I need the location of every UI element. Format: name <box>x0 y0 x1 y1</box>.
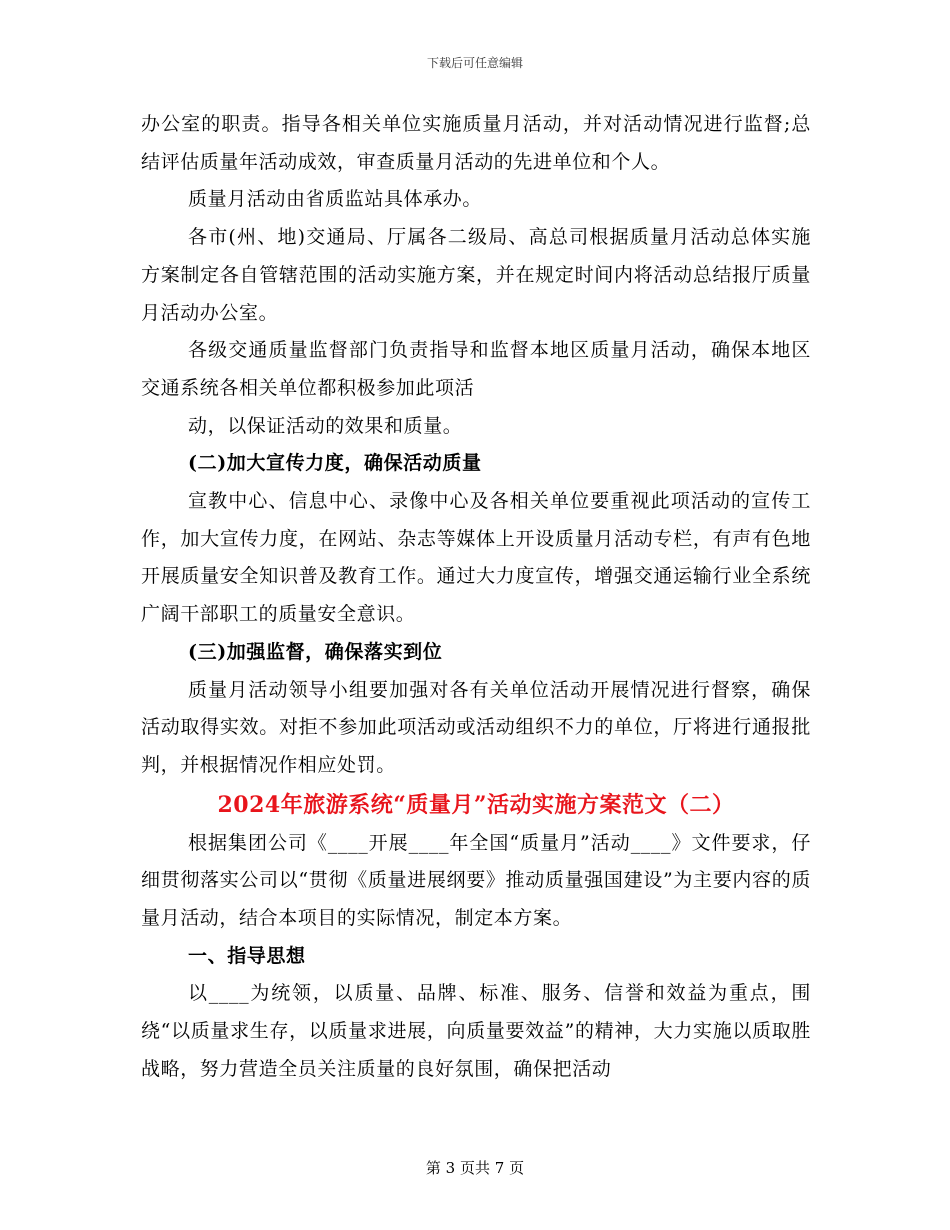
paragraph-supervision-departments: 各级交通质量监督部门负责指导和监督本地区质量月活动，确保本地区交通系统各相关单位都积极参加此项活 <box>141 339 811 399</box>
document-title: 2024年旅游系统“质量月”活动实施方案范文（二） <box>217 791 735 818</box>
section-heading-guiding-ideology: 一、指导思想 <box>188 944 306 967</box>
document-body <box>141 106 811 1089</box>
paragraph-guiding-ideology: 以____为统领，以质量、品牌、标准、服务、信誉和效益为重点，围绕“以质量求生存，以质量求进展，向质量要效益”的精神，大力实施以质取胜战略，努力营造全员关注质量的良好氛围，确保把活动 <box>141 982 811 1080</box>
section-heading-publicity: (二)加大宣传力度，确保活动质量 <box>188 452 482 475</box>
paragraph-supervision: 质量月活动领导小组要加强对各有关单位活动开展情况进行督察，确保活动取得实效。对拒不参加此项活动或活动组织不力的单位，厅将进行通报批判，并根据情况作相应处罚。 <box>141 678 811 776</box>
paragraph-local-bureaus: 各市(州、地)交通局、厅属各二级局、高总司根据质量月活动总体实施方案制定各自管辖范围的活动实施方案，并在规定时间内将活动总结报厅质量月活动办公室。 <box>141 226 811 324</box>
page-number: 第 3 页共 7 页 <box>425 1159 525 1177</box>
paragraph-basis: 根据集团公司《____开展____年全国“质量月”活动____》文件要求，仔细贯彻落实公司以“贯彻《质量进展纲要》推动质量强国建设”为主要内容的质量月活动，结合本项目的实际情况，制定本方案。 <box>141 831 811 930</box>
paragraph-office-duties: 办公室的职责。指导各相关单位实施质量月活动，并对活动情况进行监督;总结评估质量年活动成效，审查质量月活动的先进单位和个人。 <box>141 113 811 173</box>
section-heading-supervision: (三)加强监督，确保落实到位 <box>188 640 443 663</box>
paragraph-ensure-effect: 动，以保证活动的效果和质量。 <box>188 414 463 437</box>
page-header: 下载后可任意编辑 <box>426 56 523 70</box>
paragraph-publicity: 宣教中心、信息中心、录像中心及各相关单位要重视此项活动的宣传工作，加大宣传力度，在网站、杂志等媒体上开设质量月活动专栏，有声有色地开展质量安全知识普及教育工作。通过大力度宣传，增强交通运输行业全系统广阔干部职工的质量安全意识。 <box>141 490 811 626</box>
paragraph-organizer: 质量月活动由省质监站具体承办。 <box>188 188 483 211</box>
